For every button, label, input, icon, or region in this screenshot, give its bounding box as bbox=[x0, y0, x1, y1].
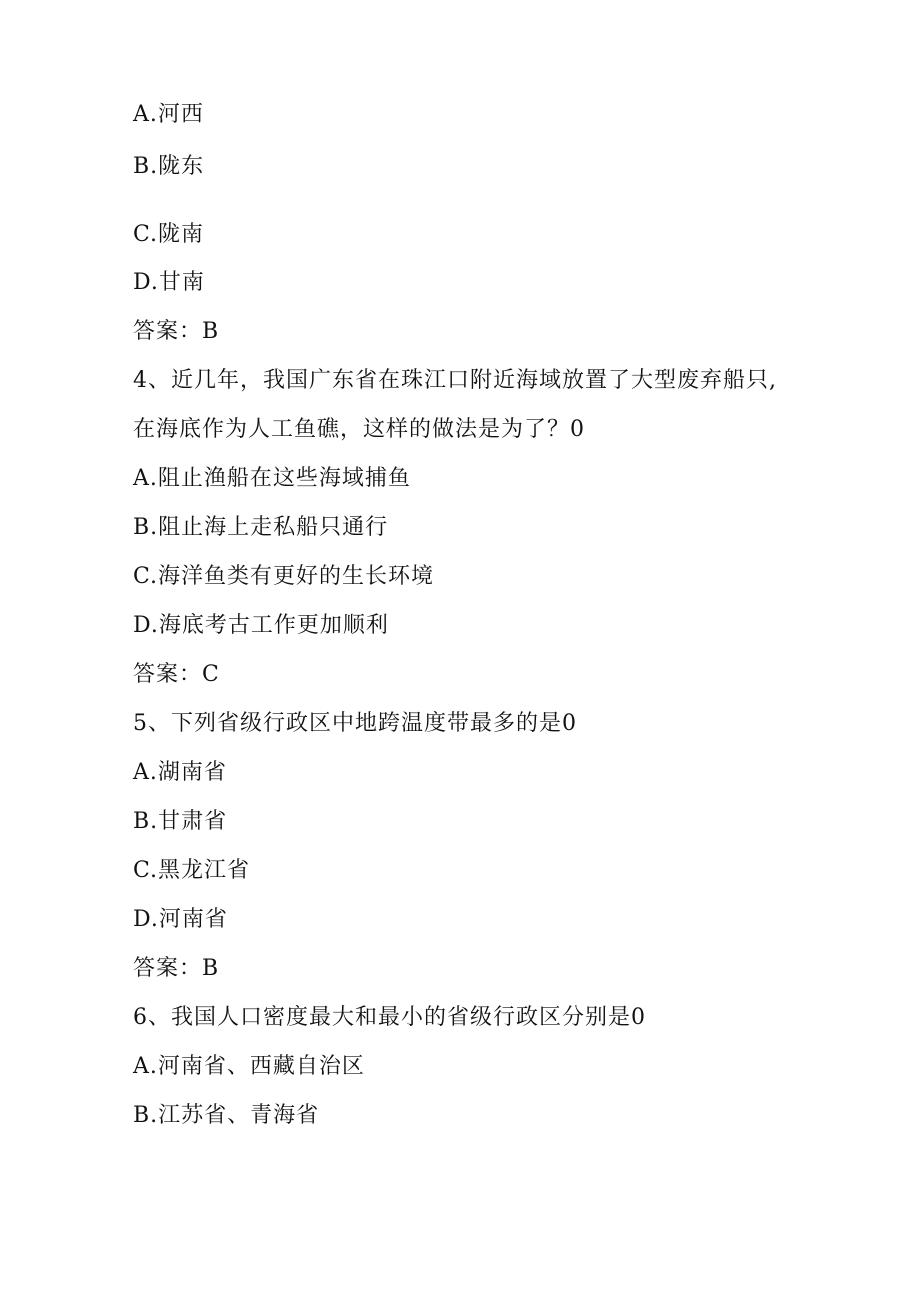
q4-option-b: B.阻止海上走私船只通行 bbox=[133, 515, 389, 540]
q6-stem: 6、我国人口密度最大和最小的省级行政区分别是0 bbox=[133, 1005, 646, 1030]
q4-answer: 答案：C bbox=[133, 662, 220, 687]
q5-option-c: C.黑龙江省 bbox=[133, 858, 251, 883]
q3-option-b: B.陇东 bbox=[133, 154, 205, 179]
q4-option-c: C.海洋鱼类有更好的生长环境 bbox=[133, 564, 435, 589]
q5-option-a: A.湖南省 bbox=[133, 760, 227, 785]
q5-option-d: D.河南省 bbox=[133, 907, 228, 932]
q4-stem-line1: 4、近几年，我国广东省在珠江口附近海域放置了大型废弃船只, bbox=[133, 368, 777, 393]
q3-option-c: C.陇南 bbox=[133, 222, 205, 247]
q5-option-b: B.甘肃省 bbox=[133, 809, 228, 834]
q5-stem: 5、下列省级行政区中地跨温度带最多的是0 bbox=[133, 711, 577, 736]
q6-option-b: B.江苏省、青海省 bbox=[133, 1103, 320, 1128]
q6-option-a: A.河南省、西藏自治区 bbox=[133, 1054, 365, 1079]
q3-option-a: A.河西 bbox=[133, 102, 204, 127]
q4-option-a: A.阻止渔船在这些海域捕鱼 bbox=[133, 466, 411, 491]
q4-stem-line2: 在海底作为人工鱼礁，这样的做法是为了？0 bbox=[133, 417, 585, 442]
q5-answer: 答案：B bbox=[133, 956, 220, 981]
q3-answer: 答案：B bbox=[133, 319, 220, 344]
q3-option-d: D.甘南 bbox=[133, 270, 205, 295]
q4-option-d: D.海底考古工作更加顺利 bbox=[133, 613, 389, 638]
